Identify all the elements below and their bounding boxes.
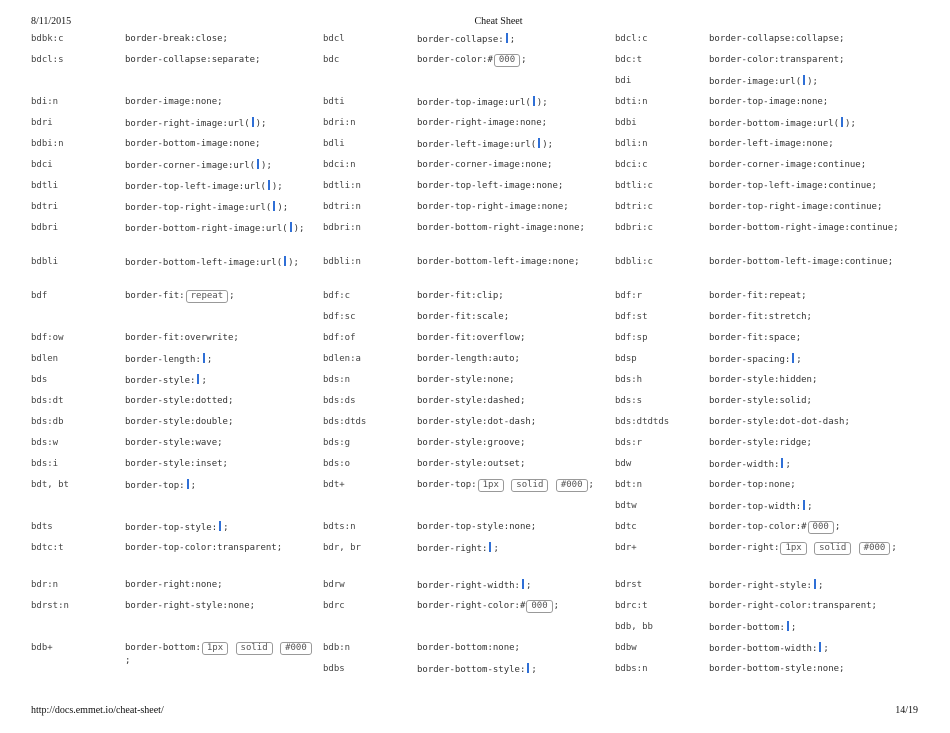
expansion: border-width: ; [709,460,791,470]
snippet-row [323,157,615,178]
page-title: Cheat Sheet [474,16,523,27]
expansion: border-left-image:url( ); [417,140,554,150]
expansion: border-left-image:none; [709,139,834,149]
cursor-marker [533,96,535,106]
cursor-marker [781,458,783,468]
expansion: border-fit:scale; [417,312,510,322]
expansion: border-collapse: ; [417,35,516,45]
abbreviation: bdf:of [323,333,356,343]
snippet-row [323,52,615,94]
abbreviation: bdrw [323,580,345,590]
abbreviation: bdlen [31,354,59,364]
abbreviation: bdbi [615,118,637,128]
snippet-row [31,157,323,178]
expansion: border-right-color:transparent; [709,601,877,611]
expansion: border-style:dotted; [125,396,234,406]
abbreviation: bds:o [323,459,351,469]
cursor-marker [803,500,805,510]
abbreviation: bds:s [615,396,643,406]
snippet-row [323,640,615,661]
snippet-row [615,619,907,640]
abbreviation: bdf:ow [31,333,64,343]
abbreviation: bdbi:n [31,139,64,149]
cursor-marker [257,159,259,169]
abbreviation: bdbri:c [615,223,653,233]
snippet-row [31,31,323,52]
expansion: border-fit:overflow; [417,333,526,343]
expansion: border-bottom-image:url( ); [709,119,856,129]
expansion: border-bottom-style:none; [709,664,845,674]
abbreviation: bdb, bb [615,622,653,632]
placeholder-token: #000 [556,479,588,492]
abbreviation: bds:n [323,375,351,385]
expansion: border-fit: repeat ; [125,291,235,301]
expansion: border-bottom-width: ; [709,644,829,654]
snippet-row [615,456,907,477]
expansion: border-bottom-right-image:continue; [709,223,899,233]
placeholder-token: solid [511,479,548,492]
expansion: border-top-right-image:url( ); [125,203,289,213]
abbreviation: bdlen:a [323,354,361,364]
expansion: border-style:dashed; [417,396,526,406]
snippet-row [323,456,615,477]
expansion: border-style:solid; [709,396,812,406]
abbreviation: bdtli [31,181,59,191]
snippet-row [323,330,615,351]
expansion: border-style:hidden; [709,375,818,385]
snippet-row [323,414,615,435]
cursor-marker [814,579,816,589]
abbreviation: bdtri [31,202,59,212]
expansion: border-style:groove; [417,438,526,448]
snippet-row [615,136,907,157]
snippet-row [615,115,907,136]
expansion: border-spacing: ; [709,355,802,365]
abbreviation: bdbs [323,664,345,674]
expansion: border-bottom: ; [709,623,797,633]
snippet-row [323,372,615,393]
snippet-row [615,372,907,393]
snippet-row [31,477,323,519]
cursor-marker [522,579,524,589]
snippet-row [615,498,907,519]
placeholder-token: solid [814,542,851,555]
cursor-marker [203,353,205,363]
snippet-row [323,199,615,220]
snippet-row [615,52,907,73]
cheatsheet-column-2 [323,31,615,682]
snippet-row [615,288,907,309]
snippet-row [615,519,907,540]
snippet-row [323,540,615,577]
print-date: 8/11/2015 [31,16,72,27]
expansion: border-collapse:separate; [125,55,261,65]
expansion: border-style:ridge; [709,438,812,448]
snippet-row [615,220,907,254]
abbreviation: bdtri:c [615,202,653,212]
snippet-row [615,435,907,456]
snippet-row [323,178,615,199]
expansion: border-right-image:none; [417,118,548,128]
placeholder-token: solid [236,642,273,655]
abbreviation: bdti [323,97,345,107]
snippet-row [323,94,615,115]
snippet-row [323,351,615,372]
placeholder-token: repeat [186,290,229,303]
abbreviation: bdtc [615,522,637,532]
expansion: border-top: 1px solid #000 ; [417,480,594,490]
abbreviation: bdcl:s [31,55,64,65]
snippet-row [615,309,907,330]
snippet-row [31,330,323,351]
placeholder-token: #000 [859,542,891,555]
expansion: border-color:transparent; [709,55,845,65]
abbreviation: bdrc:t [615,601,648,611]
abbreviation: bds:dtds [323,417,367,427]
abbreviation: bdts:n [323,522,356,532]
abbreviation: bdts [31,522,53,532]
expansion: border-right-style:none; [125,601,256,611]
cursor-marker [527,663,529,673]
abbreviation: bdbri [31,223,59,233]
cursor-marker [803,75,805,85]
snippet-row [615,598,907,619]
abbreviation: bdtc:t [31,543,64,553]
abbreviation: bdr:n [31,580,59,590]
snippet-row [31,115,323,136]
snippet-row [323,435,615,456]
abbreviation: bdw [615,459,632,469]
abbreviation: bdbs:n [615,664,648,674]
expansion: border-style:outset; [417,459,526,469]
expansion: border-right-image:url( ); [125,119,267,129]
placeholder-token: 000 [494,54,520,67]
expansion: border-fit:clip; [417,291,504,301]
cursor-marker [841,117,843,127]
abbreviation: bds:r [615,438,643,448]
snippet-row [615,477,907,498]
expansion: border-fit:overwrite; [125,333,239,343]
snippet-row [31,52,323,94]
cursor-marker [489,542,491,552]
snippet-row [615,31,907,52]
snippet-row [31,351,323,372]
abbreviation: bdtli:c [615,181,653,191]
abbreviation: bds:g [323,438,351,448]
expansion: border-fit:repeat; [709,291,807,301]
expansion: border-right-color:# 000 ; [417,601,560,611]
abbreviation: bdi:n [31,97,59,107]
abbreviation: bdci:n [323,160,356,170]
expansion: border-bottom-image:none; [125,139,261,149]
abbreviation: bdf:r [615,291,643,301]
abbreviation: bdsp [615,354,637,364]
cursor-marker [792,353,794,363]
expansion: border-top-color:# 000 ; [709,522,841,532]
snippet-row [31,393,323,414]
expansion: border-bottom-left-image:none; [417,257,580,267]
expansion: border-right: 1px solid #000 ; [709,543,897,553]
expansion: border-bottom-style: ; [417,665,537,675]
abbreviation: bdc:t [615,55,643,65]
cursor-marker [290,222,292,232]
expansion: border-style:double; [125,417,234,427]
abbreviation: bds:w [31,438,59,448]
snippet-row [323,519,615,540]
expansion: border-right: ; [417,544,499,554]
snippet-row [31,372,323,393]
expansion: border-corner-image:continue; [709,160,867,170]
cursor-marker [197,374,199,384]
abbreviation: bdcl:c [615,34,648,44]
cheatsheet-column-3 [615,31,907,682]
expansion: border-top:none; [709,480,796,490]
expansion: border-bottom-left-image:continue; [709,257,894,267]
abbreviation: bdcl [323,34,345,44]
abbreviation: bdt:n [615,480,643,490]
abbreviation: bdbli:n [323,257,361,267]
expansion: border-image:none; [125,97,223,107]
cursor-marker [284,256,286,266]
abbreviation: bdbw [615,643,637,653]
cursor-marker [252,117,254,127]
snippet-row [615,351,907,372]
expansion: border-top-left-image:none; [417,181,564,191]
expansion: border-right-style: ; [709,581,824,591]
snippet-row [31,540,323,577]
abbreviation: bds [31,375,48,385]
cursor-marker [187,479,189,489]
expansion: border-top-style:none; [417,522,537,532]
abbreviation: bdf:sp [615,333,648,343]
expansion: border-top-right-image:continue; [709,202,883,212]
snippet-row [323,220,615,254]
placeholder-token: 1px [202,642,228,655]
snippet-row [31,598,323,640]
expansion: border-right-width: ; [417,581,532,591]
abbreviation: bdt+ [323,480,345,490]
abbreviation: bdci [31,160,53,170]
abbreviation: bdrst [615,580,643,590]
expansion: border-fit:stretch; [709,312,812,322]
expansion: border-bottom-left-image:url( ); [125,258,299,268]
abbreviation: bdf:c [323,291,351,301]
abbreviation: bds:h [615,375,643,385]
snippet-row [615,254,907,288]
abbreviation: bdrst:n [31,601,69,611]
placeholder-token: 000 [808,521,834,534]
snippet-row [615,577,907,598]
expansion: border-top-color:transparent; [125,543,283,553]
abbreviation: bdr+ [615,543,637,553]
expansion: border-bottom: 1px solid #000; [125,642,323,672]
expansion: border-style:dot-dash; [417,417,537,427]
abbreviation: bds:dtdtds [615,417,670,427]
abbreviation: bdb+ [31,643,53,653]
placeholder-token: 1px [478,479,504,492]
expansion: border-style:wave; [125,438,223,448]
expansion: border-right:none; [125,580,223,590]
expansion: border-top-left-image:continue; [709,181,877,191]
cursor-marker [273,201,275,211]
cursor-marker [506,33,508,43]
snippet-row [31,199,323,220]
expansion: border-style:none; [417,375,515,385]
expansion: border-style:dot-dot-dash; [709,417,850,427]
expansion: border-length:auto; [417,354,520,364]
page-number: 14/19 [895,705,918,716]
snippet-row [615,157,907,178]
snippet-row [615,414,907,435]
expansion: border-bottom:none; [417,643,520,653]
snippet-row [31,254,323,288]
abbreviation: bdi [615,76,632,86]
expansion: border-length: ; [125,355,213,365]
snippet-row [31,577,323,598]
abbreviation: bds:ds [323,396,356,406]
abbreviation: bdf [31,291,48,301]
abbreviation: bdf:st [615,312,648,322]
abbreviation: bdri:n [323,118,356,128]
expansion: border-bottom-right-image:url( ); [125,224,305,234]
snippet-row [323,598,615,640]
snippet-row [31,288,323,330]
snippet-row [31,220,323,254]
snippet-row [31,519,323,540]
cursor-marker [538,138,540,148]
expansion: border-color:# 000 ; [417,55,527,65]
expansion: border-collapse:collapse; [709,34,845,44]
expansion: border-corner-image:none; [417,160,553,170]
abbreviation: bdli [323,139,345,149]
snippet-row [31,94,323,115]
expansion: border-corner-image:url( ); [125,161,272,171]
snippet-row [615,178,907,199]
placeholder-token: 1px [780,542,806,555]
expansion: border-bottom-right-image:none; [417,223,585,233]
abbreviation: bds:db [31,417,64,427]
snippet-row [31,136,323,157]
abbreviation: bdr, br [323,543,361,553]
snippet-row [31,435,323,456]
expansion: border-top-style: ; [125,523,229,533]
expansion: border-break:close; [125,34,228,44]
abbreviation: bdt, bt [31,480,69,490]
snippet-row [31,456,323,477]
cursor-marker [819,642,821,652]
snippet-row [31,414,323,435]
abbreviation: bdb:n [323,643,351,653]
abbreviation: bdtw [615,501,637,511]
expansion: border-image:url( ); [709,77,818,87]
abbreviation: bds:dt [31,396,64,406]
snippet-row [323,115,615,136]
snippet-row [615,661,907,682]
abbreviation: bdf:sc [323,312,356,322]
abbreviation: bdbli:c [615,257,653,267]
snippet-row [615,73,907,94]
abbreviation: bdtri:n [323,202,361,212]
abbreviation: bdli:n [615,139,648,149]
snippet-row [31,178,323,199]
placeholder-token: 000 [526,600,552,613]
snippet-row [323,577,615,598]
source-url: http://docs.emmet.io/cheat-sheet/ [31,705,164,716]
abbreviation: bdc [323,55,340,65]
snippet-row [323,31,615,52]
expansion: border-top-right-image:none; [417,202,569,212]
placeholder-token: #000 [280,642,312,655]
snippet-row [31,640,323,674]
snippet-row [323,288,615,309]
abbreviation: bdti:n [615,97,648,107]
expansion: border-top: ; [125,481,197,491]
abbreviation: bdci:c [615,160,648,170]
abbreviation: bdbli [31,257,59,267]
abbreviation: bdri [31,118,53,128]
abbreviation: bdbri:n [323,223,361,233]
snippet-row [323,254,615,288]
snippet-row [615,393,907,414]
expansion: border-top-width: ; [709,502,813,512]
expansion: border-style:inset; [125,459,228,469]
cursor-marker [787,621,789,631]
snippet-row [323,661,615,682]
expansion: border-fit:space; [709,333,802,343]
snippet-row [323,477,615,519]
snippet-row [323,393,615,414]
snippet-row [615,640,907,661]
cheatsheet-column-1 [31,31,323,674]
cursor-marker [219,521,221,531]
snippet-row [615,94,907,115]
snippet-row [615,540,907,577]
snippet-row [615,330,907,351]
snippet-row [323,309,615,330]
expansion: border-top-left-image:url( ); [125,182,283,192]
snippet-row [323,136,615,157]
abbreviation: bdrc [323,601,345,611]
snippet-row [615,199,907,220]
cursor-marker [268,180,270,190]
abbreviation: bdbk:c [31,34,64,44]
expansion: border-style: ; [125,376,207,386]
expansion: border-top-image:none; [709,97,829,107]
abbreviation: bds:i [31,459,59,469]
abbreviation: bdtli:n [323,181,361,191]
expansion: border-top-image:url( ); [417,98,548,108]
